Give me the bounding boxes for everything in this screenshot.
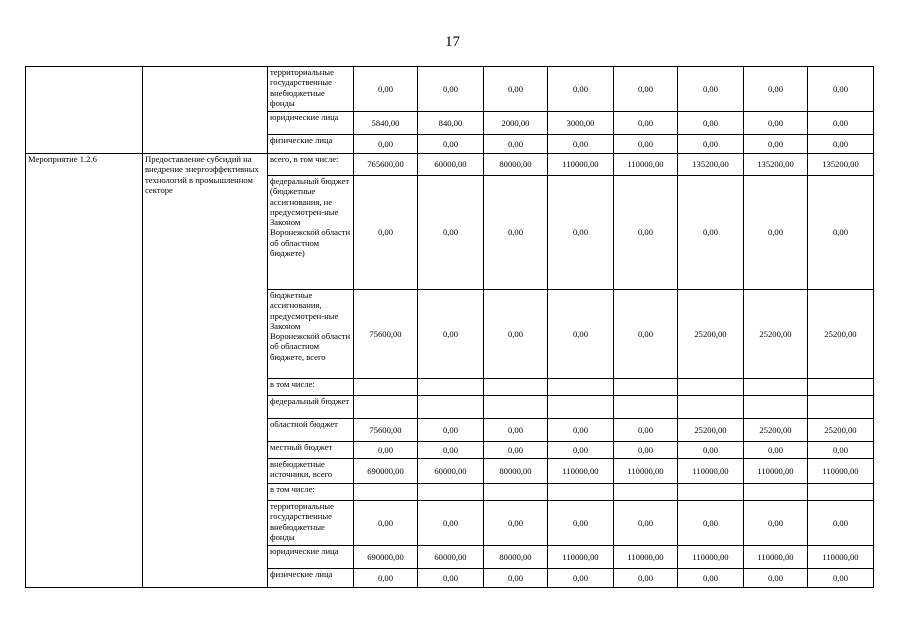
value-cell: 0,00	[418, 501, 484, 546]
value-cell: 110000,00	[614, 546, 678, 569]
value-cell	[484, 396, 548, 419]
value-cell	[484, 484, 548, 501]
value-cell: 110000,00	[678, 459, 744, 484]
value-cell	[354, 396, 418, 419]
value-cell: 0,00	[808, 501, 874, 546]
value-cell	[808, 396, 874, 419]
value-cell: 0,00	[614, 290, 678, 379]
value-cell: 0,00	[678, 67, 744, 112]
value-cell: 0,00	[548, 135, 614, 154]
value-cell: 110000,00	[548, 154, 614, 176]
value-cell: 765600,00	[354, 154, 418, 176]
category-cell: областной бюджет	[268, 419, 354, 442]
value-cell	[418, 396, 484, 419]
value-cell: 0,00	[418, 67, 484, 112]
value-cell: 0,00	[548, 290, 614, 379]
category-cell: бюджетные ассигнования, предусмотрен-ные Законом Воронежской области об областном бюджете, всего	[268, 290, 354, 379]
value-cell: 25200,00	[744, 290, 808, 379]
value-cell: 0,00	[418, 442, 484, 459]
value-cell: 0,00	[744, 112, 808, 135]
value-cell	[744, 396, 808, 419]
value-cell: 0,00	[484, 501, 548, 546]
value-cell: 25200,00	[808, 419, 874, 442]
value-cell: 0,00	[354, 67, 418, 112]
value-cell: 0,00	[484, 419, 548, 442]
value-cell	[614, 396, 678, 419]
value-cell: 0,00	[418, 290, 484, 379]
value-cell: 135200,00	[678, 154, 744, 176]
value-cell: 0,00	[744, 501, 808, 546]
value-cell	[354, 379, 418, 396]
value-cell: 0,00	[614, 135, 678, 154]
value-cell	[354, 484, 418, 501]
category-cell: физические лица	[268, 569, 354, 588]
value-cell	[548, 379, 614, 396]
value-cell: 25200,00	[744, 419, 808, 442]
value-cell: 3000,00	[548, 112, 614, 135]
value-cell: 0,00	[744, 176, 808, 290]
value-cell: 0,00	[548, 176, 614, 290]
value-cell: 25200,00	[678, 419, 744, 442]
value-cell: 0,00	[678, 176, 744, 290]
value-cell: 0,00	[354, 569, 418, 588]
value-cell: 110000,00	[548, 459, 614, 484]
category-cell: в том числе:	[268, 484, 354, 501]
value-cell: 0,00	[614, 67, 678, 112]
category-cell: всего, в том числе:	[268, 154, 354, 176]
value-cell: 690000,00	[354, 459, 418, 484]
value-cell	[484, 379, 548, 396]
category-cell: федеральный бюджет	[268, 396, 354, 419]
value-cell: 0,00	[418, 176, 484, 290]
value-cell: 25200,00	[678, 290, 744, 379]
value-cell: 0,00	[808, 135, 874, 154]
value-cell	[808, 379, 874, 396]
value-cell	[744, 379, 808, 396]
value-cell: 0,00	[484, 442, 548, 459]
value-cell: 110000,00	[614, 459, 678, 484]
page-number: 17	[445, 34, 460, 50]
value-cell: 60000,00	[418, 546, 484, 569]
category-cell: физические лица	[268, 135, 354, 154]
value-cell: 0,00	[808, 569, 874, 588]
value-cell	[808, 484, 874, 501]
value-cell: 25200,00	[808, 290, 874, 379]
table-row	[26, 67, 874, 112]
description-cell-empty	[143, 67, 268, 154]
value-cell: 0,00	[614, 419, 678, 442]
value-cell: 60000,00	[418, 154, 484, 176]
value-cell	[418, 484, 484, 501]
value-cell: 0,00	[484, 569, 548, 588]
value-cell: 0,00	[614, 569, 678, 588]
category-cell: территориальные государственные внебюджетные фонды	[268, 67, 354, 112]
activity-cell-empty	[26, 67, 143, 154]
value-cell: 0,00	[484, 135, 548, 154]
category-cell: федеральный бюджет (бюджетные ассигнования, не предусмотрен-ные Законом Воронежской области об областном бюджете)	[268, 176, 354, 290]
value-cell: 60000,00	[418, 459, 484, 484]
value-cell	[678, 379, 744, 396]
value-cell: 110000,00	[548, 546, 614, 569]
value-cell: 0,00	[418, 569, 484, 588]
value-cell: 0,00	[548, 569, 614, 588]
value-cell: 0,00	[354, 501, 418, 546]
value-cell	[418, 379, 484, 396]
value-cell: 0,00	[354, 135, 418, 154]
value-cell: 0,00	[678, 112, 744, 135]
value-cell	[678, 396, 744, 419]
value-cell: 75600,00	[354, 419, 418, 442]
value-cell: 80000,00	[484, 459, 548, 484]
category-cell: юридические лица	[268, 546, 354, 569]
value-cell: 0,00	[678, 501, 744, 546]
table-row	[26, 154, 874, 176]
value-cell: 110000,00	[744, 546, 808, 569]
value-cell: 80000,00	[484, 154, 548, 176]
value-cell: 0,00	[744, 442, 808, 459]
value-cell	[548, 484, 614, 501]
value-cell: 0,00	[614, 442, 678, 459]
value-cell: 690000,00	[354, 546, 418, 569]
value-cell: 0,00	[808, 176, 874, 290]
value-cell: 0,00	[484, 176, 548, 290]
value-cell: 0,00	[744, 135, 808, 154]
category-cell: юридические лица	[268, 112, 354, 135]
value-cell: 0,00	[354, 176, 418, 290]
value-cell: 0,00	[808, 112, 874, 135]
value-cell: 110000,00	[744, 459, 808, 484]
value-cell: 0,00	[354, 442, 418, 459]
value-cell: 110000,00	[614, 154, 678, 176]
value-cell: 0,00	[548, 67, 614, 112]
value-cell: 0,00	[484, 290, 548, 379]
value-cell: 135200,00	[808, 154, 874, 176]
value-cell: 5840,00	[354, 112, 418, 135]
value-cell: 110000,00	[808, 546, 874, 569]
value-cell	[614, 484, 678, 501]
value-cell: 0,00	[744, 67, 808, 112]
category-cell: в том числе:	[268, 379, 354, 396]
value-cell: 110000,00	[808, 459, 874, 484]
category-cell: местный бюджет	[268, 442, 354, 459]
category-cell: внебюджетные источники, всего	[268, 459, 354, 484]
value-cell: 0,00	[548, 442, 614, 459]
value-cell	[678, 484, 744, 501]
value-cell	[744, 484, 808, 501]
value-cell: 0,00	[808, 442, 874, 459]
value-cell: 0,00	[744, 569, 808, 588]
value-cell: 0,00	[678, 442, 744, 459]
budget-table-body	[26, 67, 874, 588]
activity-description: Предоставление субсидий на внедрение энергоэффективных технологий в промышленном секторе	[143, 154, 268, 588]
value-cell: 0,00	[418, 419, 484, 442]
value-cell: 0,00	[678, 569, 744, 588]
category-cell: территориальные государственные внебюджетные фонды	[268, 501, 354, 546]
value-cell: 840,00	[418, 112, 484, 135]
value-cell: 2000,00	[484, 112, 548, 135]
value-cell: 0,00	[484, 67, 548, 112]
value-cell: 110000,00	[678, 546, 744, 569]
value-cell: 0,00	[808, 67, 874, 112]
value-cell: 0,00	[678, 135, 744, 154]
value-cell: 135200,00	[744, 154, 808, 176]
value-cell: 75600,00	[354, 290, 418, 379]
value-cell: 0,00	[614, 176, 678, 290]
value-cell: 80000,00	[484, 546, 548, 569]
value-cell: 0,00	[614, 112, 678, 135]
value-cell	[548, 396, 614, 419]
value-cell: 0,00	[614, 501, 678, 546]
value-cell: 0,00	[418, 135, 484, 154]
value-cell: 0,00	[548, 419, 614, 442]
value-cell: 0,00	[548, 501, 614, 546]
budget-table	[25, 66, 874, 588]
value-cell	[614, 379, 678, 396]
activity-number: Мероприятие 1.2.6	[26, 154, 143, 588]
